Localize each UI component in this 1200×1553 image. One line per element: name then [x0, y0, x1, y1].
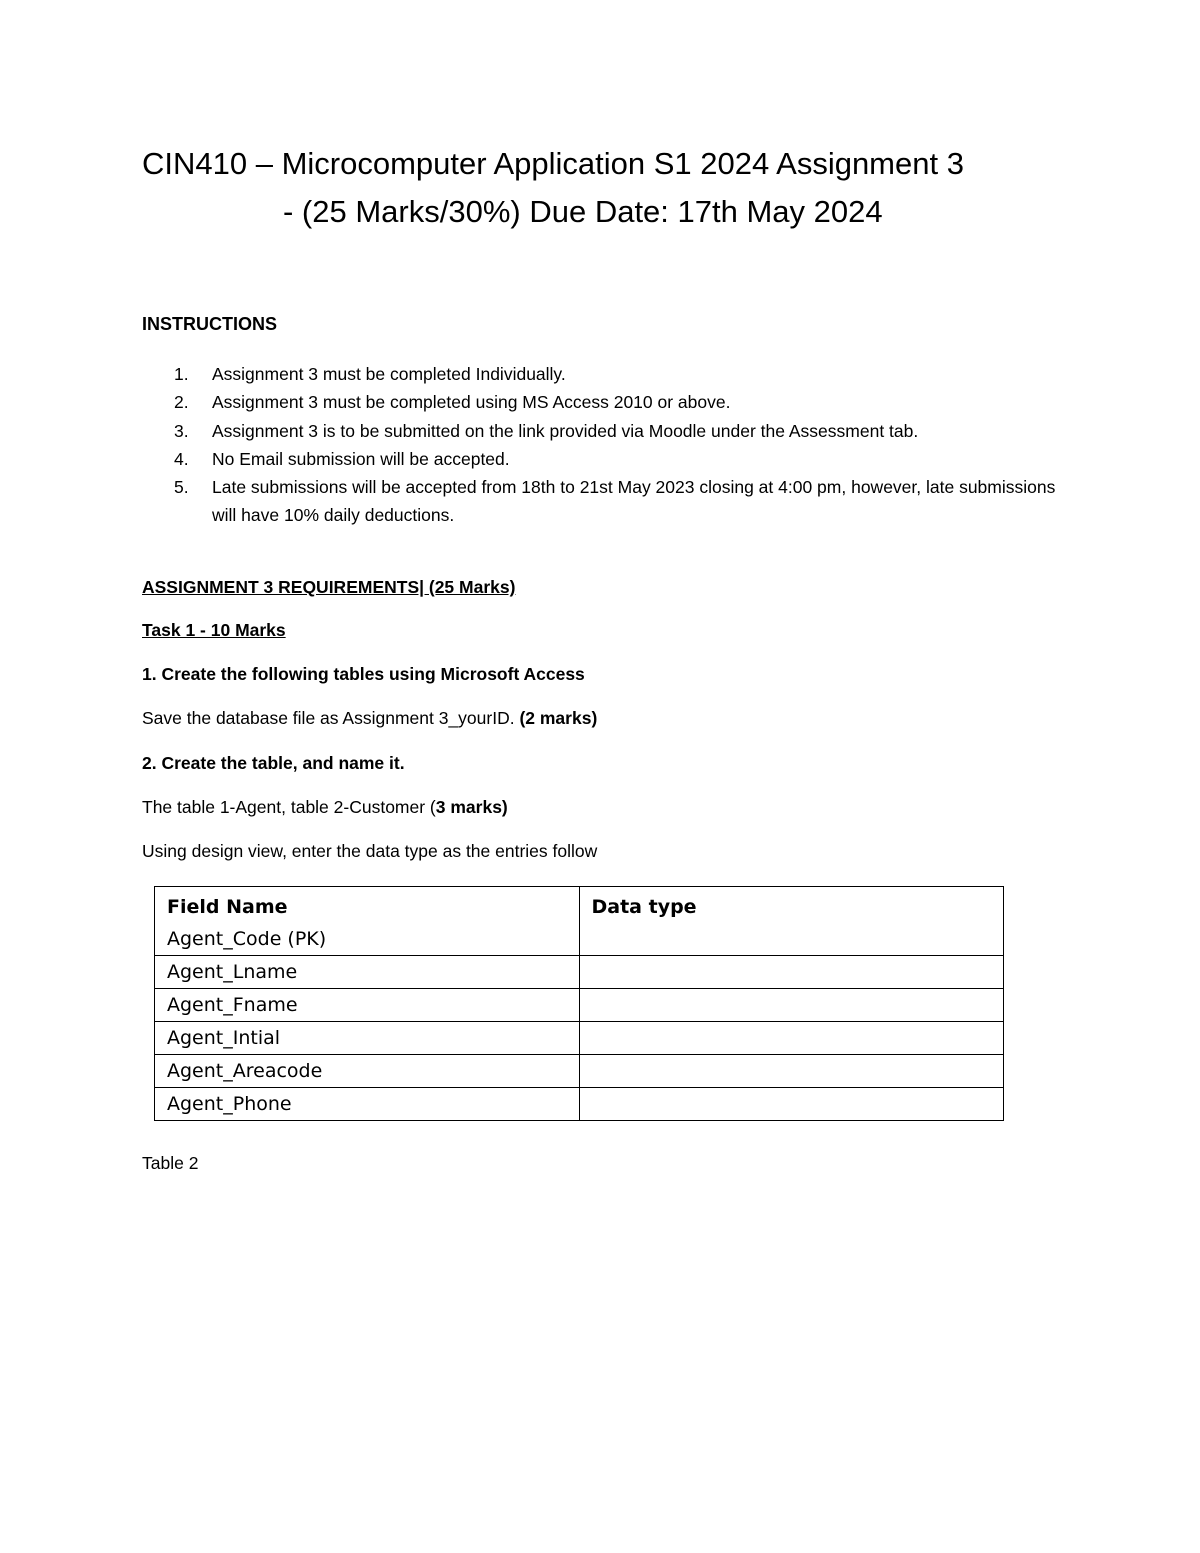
field-name-cell: Agent_Intial	[155, 1022, 580, 1055]
agent-field-table	[154, 886, 1004, 1121]
design-view-instruction: Using design view, enter the data type as the entries follow	[142, 841, 598, 861]
list-text: Assignment 3 must be completed using MS Access 2010 or above.	[212, 392, 731, 413]
list-number: 3.	[174, 420, 189, 441]
data-type-cell	[579, 1088, 1004, 1121]
table-text: The table 1-Agent, table 2-Customer (	[142, 797, 436, 817]
list-number: 4.	[174, 448, 189, 469]
requirements-heading: ASSIGNMENT 3 REQUIREMENTS| (25 Marks)	[142, 577, 516, 597]
field-name-header: Field Name	[167, 896, 288, 918]
table-row	[155, 1022, 1004, 1055]
data-type-cell	[579, 956, 1004, 989]
list-item	[142, 473, 1072, 530]
list-text: Assignment 3 must be completed Individually.	[212, 364, 566, 384]
save-text: Save the database file as Assignment 3_yourID.	[142, 708, 520, 728]
step1-heading: 1. Create the following tables using Microsoft Access	[142, 664, 585, 684]
field-name-cell: Agent_Phone	[155, 1088, 580, 1121]
field-name-cell: Agent_Code (PK)	[167, 928, 327, 950]
task1-heading: Task 1 - 10 Marks	[142, 620, 286, 640]
list-number: 5.	[174, 477, 189, 498]
table-header-row	[155, 887, 1004, 956]
field-name-header-cell	[155, 887, 580, 956]
table-row	[155, 956, 1004, 989]
list-item	[142, 388, 1072, 416]
list-number: 1.	[174, 364, 189, 384]
list-text: Assignment 3 is to be submitted on the link provided via Moodle under the Assessment tab.	[212, 420, 919, 441]
title-line-2: - (25 Marks/30%) Due Date: 17th May 2024	[283, 194, 883, 229]
field-name-cell: Agent_Lname	[155, 956, 580, 989]
list-item	[142, 445, 1072, 473]
data-type-cell	[579, 989, 1004, 1022]
table-row	[155, 1088, 1004, 1121]
field-name-cell: Agent_Areacode	[155, 1055, 580, 1088]
list-item	[142, 417, 1072, 445]
instructions-list	[142, 360, 1072, 530]
instructions-heading: INSTRUCTIONS	[142, 314, 277, 334]
list-item	[142, 360, 1072, 388]
table2-label: Table 2	[142, 1153, 199, 1173]
list-text: Late submissions will be accepted from 18th to 21st May 2023 closing at 4:00 pm, however, late submissions will have 10% daily deductions.	[212, 477, 1056, 526]
table-row	[155, 989, 1004, 1022]
list-text: No Email submission will be accepted.	[212, 448, 510, 469]
data-type-header: Data type	[591, 896, 697, 918]
document-title	[142, 140, 1072, 236]
data-type-cell	[579, 1055, 1004, 1088]
table-row	[155, 1055, 1004, 1088]
table-marks: 3 marks)	[435, 797, 508, 817]
field-name-cell: Agent_Fname	[155, 989, 580, 1022]
list-number: 2.	[174, 392, 189, 413]
table-naming-instruction	[142, 797, 508, 818]
save-instruction	[142, 708, 597, 729]
step2-heading: 2. Create the table, and name it.	[142, 753, 405, 773]
save-marks: (2 marks)	[519, 708, 598, 728]
title-line-1: CIN410 – Microcomputer Application S1 2024 Assignment 3	[142, 146, 964, 181]
data-type-cell	[579, 1022, 1004, 1055]
data-type-header-cell	[579, 887, 1004, 956]
